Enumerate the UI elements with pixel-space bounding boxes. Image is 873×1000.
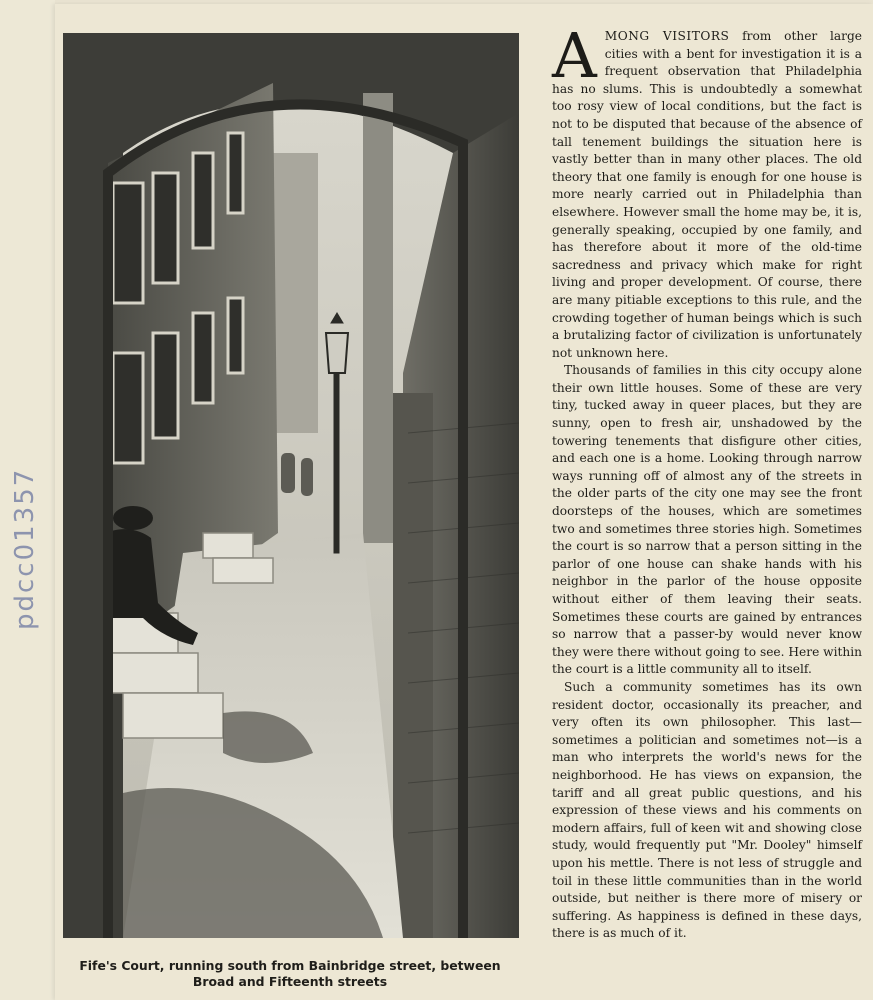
drop-cap: A (552, 19, 597, 92)
article-paragraph-3: Such a community sometimes has its own resident doctor, occasionally its preacher, and very often its own philosopher. This last—sometimes a politician and sometimes not—is a man who interprets the world's news for the neighborhood. He has views on expansion, the tariff and all great public questions, and his expression of these views and his comments on modern affairs, full of keen wit and showing close study, would frequently put "Mr. Dooley" himself upon his mettle. There is not less of struggle and toil in these little communities than in the world outside, but neither is there more of misery or suffering. As happiness is defined in these days, there is as much of it. (552, 679, 862, 941)
article-paragraph-2: Thousands of families in this city occupy alone their own little houses. Some of these are very tiny, tucked away in queer places, but they are sunny, open to fresh air, unshadowed by the towering tenements that disfigure other cities, and each one is a home. Looking through narrow ways running off of almost any of the streets in the older parts of the city one may see the front doorsteps of the houses, which are sometimes two and sometimes three stories high. Sometimes the court is so narrow that a person sitting in the parlor of one house can shake hands with his neighbor in the parlor of the house opposite without either of them leaving their seats. Sometimes these courts are gained by entrances so narrow that a passer-by would never know they were there without going to see. Here within the court is a little community all to itself. (552, 363, 862, 677)
photograph-icon (63, 33, 519, 938)
archive-id-stamp: pdcc01357 (10, 467, 40, 630)
paragraph-1-text: from other large cities with a bent for investigation it is a frequent observation that Philadelphia has no slums. This is undoubtedly a somewhat too rosy view of local conditions, but the fact is not to be disputed that because of the absence of tall tenement buildings the situation here is vastly better than in many other places. The old theory that one family is enough for one house is more nearly carried out in Philadelphia than elsewhere. However small the home may be, it is, generally speaking, occupied by one family, and has therefore about it more of the old-time sacredness and privacy which make for right living and proper development. Of course, there are many pitiable exceptions to this rule, and the crowding together of human beings which is such a brutalizing factor of civilization is unfortunately not unknown here. (552, 29, 862, 360)
lead-caps: MONG VISITORS (604, 29, 730, 43)
court-photograph (63, 33, 519, 938)
photo-caption: Fife's Court, running south from Bainbridge street, between Broad and Fifteenth streets (79, 958, 501, 989)
article-body (552, 19, 862, 943)
article-paragraph-1 (552, 19, 862, 362)
